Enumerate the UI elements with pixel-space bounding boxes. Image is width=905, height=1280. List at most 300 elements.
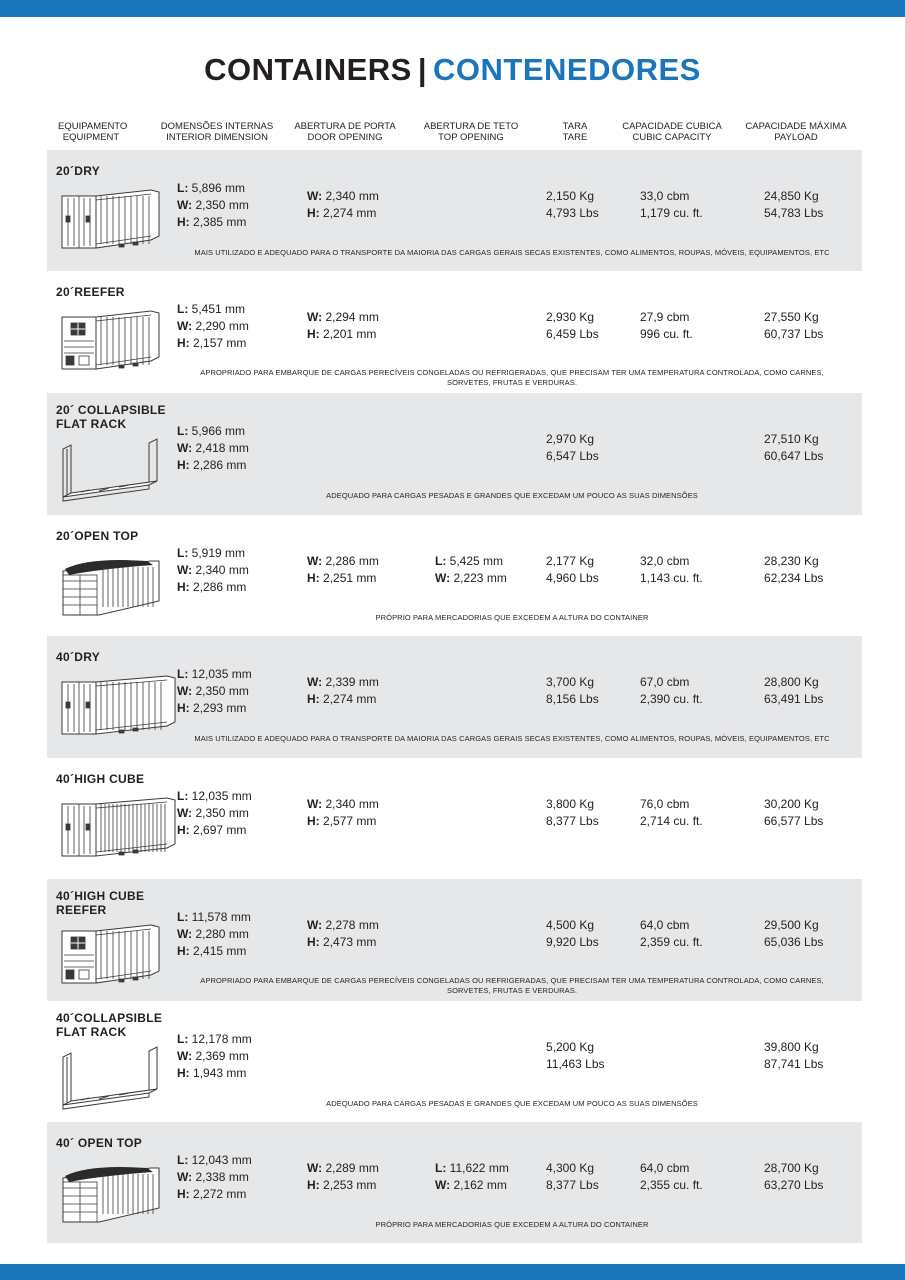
dimension-value: 5,896 mm bbox=[191, 181, 246, 195]
container-row bbox=[47, 515, 862, 636]
header-top-line1: ABERTURA DE TETO bbox=[423, 121, 519, 132]
dimension-value: 2,338 mm bbox=[195, 1170, 249, 1184]
container-row bbox=[47, 271, 862, 393]
container-name bbox=[56, 529, 138, 543]
title-main: CONTAINERS bbox=[204, 52, 412, 87]
payload-value: 60,737 Lbs bbox=[764, 327, 824, 341]
dimension-value: 12,043 mm bbox=[191, 1153, 252, 1167]
tare-values bbox=[546, 431, 599, 465]
payload-value: 60,647 Lbs bbox=[764, 449, 824, 463]
interior-dimensions bbox=[177, 1152, 252, 1203]
dimension-value: 2,251 mm bbox=[323, 571, 377, 585]
interior-l bbox=[177, 180, 249, 197]
dimension-value: 2,577 mm bbox=[323, 814, 377, 828]
interior-w bbox=[177, 683, 252, 700]
dimension-label: L: bbox=[177, 546, 189, 560]
dimension-label: H: bbox=[307, 1178, 320, 1192]
container-name bbox=[56, 403, 166, 431]
tare-value: 4,300 Kg bbox=[546, 1161, 595, 1175]
interior-l bbox=[177, 545, 249, 562]
interior-l bbox=[177, 788, 252, 805]
container-name-line: 40´DRY bbox=[56, 650, 101, 664]
payload-values bbox=[764, 674, 823, 708]
interior-w bbox=[177, 805, 252, 822]
container-name-line: 40´ OPEN TOP bbox=[56, 1136, 143, 1150]
header-payload-line1: CAPACIDADE MÁXIMA bbox=[745, 121, 847, 132]
open-top-container-icon bbox=[59, 551, 161, 617]
header-interior-line1: DOMENSÕES INTERNAS bbox=[160, 121, 274, 132]
payload-value: 27,510 Kg bbox=[764, 432, 819, 446]
container-name bbox=[56, 889, 144, 917]
interior-h bbox=[177, 700, 252, 717]
payload-value: 87,741 Lbs bbox=[764, 1057, 824, 1071]
payload-value: 28,800 Kg bbox=[764, 675, 819, 689]
dimension-label: H: bbox=[307, 692, 320, 706]
dimension-label: L: bbox=[177, 302, 189, 316]
header-payload-line2: PAYLOAD bbox=[774, 132, 818, 143]
dimension-label: H: bbox=[177, 215, 190, 229]
payload-value: 65,036 Lbs bbox=[764, 935, 824, 949]
dimension-label: W: bbox=[177, 441, 193, 455]
container-name bbox=[56, 285, 125, 299]
interior-h bbox=[177, 1065, 252, 1082]
flat-rack-container-icon bbox=[59, 1043, 161, 1109]
payload-values bbox=[764, 309, 823, 343]
tare-values bbox=[546, 309, 599, 343]
interior-dimensions bbox=[177, 423, 249, 474]
tare-value: 8,377 Lbs bbox=[546, 1178, 599, 1192]
interior-l bbox=[177, 909, 251, 926]
tare-value: 3,700 Kg bbox=[546, 675, 595, 689]
dimension-label: W: bbox=[307, 189, 323, 203]
door-opening bbox=[307, 553, 379, 587]
dimension-label: L: bbox=[177, 1153, 189, 1167]
tare-value: 6,459 Lbs bbox=[546, 327, 599, 341]
dimension-label: W: bbox=[307, 1161, 323, 1175]
header-door-line1: ABERTURA DE PORTA bbox=[294, 121, 396, 132]
dimension-value: 2,286 mm bbox=[325, 554, 379, 568]
cubic-value: 76,0 cbm bbox=[640, 797, 690, 811]
dimension-value: 2,201 mm bbox=[323, 327, 377, 341]
cubic-value: 33,0 cbm bbox=[640, 189, 690, 203]
interior-h bbox=[177, 1186, 252, 1203]
description-line: PRÓPRIO PARA MERCADORIAS QUE EXCEDEM A ALTURA DO CONTAINER bbox=[375, 613, 649, 622]
dimension-label: W: bbox=[177, 198, 193, 212]
container-description bbox=[167, 1099, 857, 1109]
tare-value: 2,970 Kg bbox=[546, 432, 595, 446]
title-secondary: CONTENEDORES bbox=[433, 52, 701, 87]
container-description bbox=[167, 368, 857, 388]
interior-h bbox=[177, 457, 249, 474]
payload-values bbox=[764, 553, 823, 587]
interior-dimensions bbox=[177, 909, 251, 960]
payload-value: 28,700 Kg bbox=[764, 1161, 819, 1175]
header-interior-dimension bbox=[158, 121, 276, 143]
dimension-value: 2,272 mm bbox=[193, 1187, 247, 1201]
door-opening bbox=[307, 917, 379, 951]
dimension-value: 2,280 mm bbox=[195, 927, 249, 941]
container-name-line: 20´DRY bbox=[56, 164, 101, 178]
dimension-value: 2,274 mm bbox=[323, 206, 377, 220]
top-l bbox=[435, 553, 507, 570]
header-cubic-line1: CAPACIDADE CUBICA bbox=[622, 121, 722, 132]
tare-value: 8,377 Lbs bbox=[546, 814, 599, 828]
dimension-value: 2,162 mm bbox=[453, 1178, 507, 1192]
dimension-value: 2,473 mm bbox=[323, 935, 377, 949]
payload-value: 29,500 Kg bbox=[764, 918, 819, 932]
page-title bbox=[0, 52, 905, 88]
dimension-label: H: bbox=[177, 1066, 190, 1080]
cubic-value: 64,0 cbm bbox=[640, 1161, 690, 1175]
door-opening bbox=[307, 796, 379, 830]
interior-h bbox=[177, 822, 252, 839]
description-line: PRÓPRIO PARA MERCADORIAS QUE EXCEDEM A ALTURA DO CONTAINER bbox=[375, 1220, 649, 1229]
dimension-value: 12,035 mm bbox=[191, 789, 252, 803]
cubic-value: 2,714 cu. ft. bbox=[640, 814, 703, 828]
dimension-value: 2,278 mm bbox=[325, 918, 379, 932]
dimension-label: H: bbox=[177, 580, 190, 594]
interior-l bbox=[177, 1031, 252, 1048]
dimension-value: 2,223 mm bbox=[453, 571, 507, 585]
dimension-label: L: bbox=[177, 789, 189, 803]
container-name-line: 40´HIGH CUBE bbox=[56, 772, 145, 786]
description-line: ADEQUADO PARA CARGAS PESADAS E GRANDES QUE EXCEDAM UM POUCO AS SUAS DIMENSÕES bbox=[326, 1099, 698, 1108]
tare-value: 9,920 Lbs bbox=[546, 935, 599, 949]
dimension-label: W: bbox=[177, 806, 193, 820]
dimension-label: H: bbox=[307, 327, 320, 341]
container-name bbox=[56, 164, 100, 178]
door-w bbox=[307, 1160, 379, 1177]
tare-value: 4,500 Kg bbox=[546, 918, 595, 932]
header-equipment bbox=[58, 121, 128, 143]
container-description bbox=[167, 734, 857, 744]
payload-values bbox=[764, 1160, 823, 1194]
interior-dimensions bbox=[177, 666, 252, 717]
interior-l bbox=[177, 666, 252, 683]
door-opening bbox=[307, 188, 379, 222]
payload-value: 54,783 Lbs bbox=[764, 206, 824, 220]
dimension-value: 5,451 mm bbox=[191, 302, 246, 316]
container-description bbox=[167, 1220, 857, 1230]
container-row bbox=[47, 879, 862, 1001]
bottom-accent-bar bbox=[0, 1264, 905, 1280]
door-h bbox=[307, 934, 379, 951]
door-w bbox=[307, 309, 379, 326]
tare-values bbox=[546, 188, 599, 222]
interior-l bbox=[177, 301, 249, 318]
payload-values bbox=[764, 796, 823, 830]
dimension-label: W: bbox=[307, 918, 323, 932]
tare-values bbox=[546, 796, 599, 830]
top-l bbox=[435, 1160, 509, 1177]
cubic-value: 1,179 cu. ft. bbox=[640, 206, 703, 220]
dimension-value: 2,415 mm bbox=[193, 944, 247, 958]
dimension-label: W: bbox=[307, 554, 323, 568]
header-tare bbox=[550, 121, 600, 143]
dimension-label: W: bbox=[307, 310, 323, 324]
description-line: MAIS UTILIZADO E ADEQUADO PARA O TRANSPORTE DA MAIORIA DAS CARGAS GERAIS SECAS EXISTENTES, COMO ALIMENTOS, ROUPAS, MÓVEIS, EQUIPAMENTOS, ETC bbox=[194, 248, 830, 257]
interior-dimensions bbox=[177, 1031, 252, 1082]
dimension-value: 2,157 mm bbox=[193, 336, 247, 350]
door-h bbox=[307, 205, 379, 222]
tare-value: 2,930 Kg bbox=[546, 310, 595, 324]
dimension-label: W: bbox=[177, 563, 193, 577]
door-h bbox=[307, 1177, 379, 1194]
container-name-line: REEFER bbox=[56, 903, 107, 917]
dimension-value: 2,385 mm bbox=[193, 215, 247, 229]
header-door-line2: DOOR OPENING bbox=[307, 132, 383, 143]
payload-value: 63,491 Lbs bbox=[764, 692, 824, 706]
dimension-value: 5,425 mm bbox=[449, 554, 504, 568]
door-h bbox=[307, 570, 379, 587]
dimension-label: W: bbox=[177, 1049, 193, 1063]
cubic-capacity-values bbox=[640, 309, 693, 343]
tare-value: 2,150 Kg bbox=[546, 189, 595, 203]
dimension-value: 12,178 mm bbox=[191, 1032, 252, 1046]
top-opening bbox=[435, 553, 507, 587]
interior-w bbox=[177, 1169, 252, 1186]
dimension-label: L: bbox=[435, 554, 447, 568]
container-name bbox=[56, 1136, 142, 1150]
payload-value: 30,200 Kg bbox=[764, 797, 819, 811]
dimension-value: 2,286 mm bbox=[193, 458, 247, 472]
dimension-value: 2,253 mm bbox=[323, 1178, 377, 1192]
header-equipment-line2: EQUIPMENT bbox=[62, 132, 120, 143]
cubic-value: 1,143 cu. ft. bbox=[640, 571, 703, 585]
dimension-value: 2,340 mm bbox=[325, 189, 379, 203]
door-opening bbox=[307, 1160, 379, 1194]
top-w bbox=[435, 570, 507, 587]
cubic-capacity-values bbox=[640, 674, 703, 708]
container-name bbox=[56, 1011, 162, 1039]
header-door-opening bbox=[290, 121, 400, 143]
top-opening bbox=[435, 1160, 509, 1194]
dimension-value: 2,290 mm bbox=[195, 319, 249, 333]
tare-value: 8,156 Lbs bbox=[546, 692, 599, 706]
container-description bbox=[167, 491, 857, 501]
container-row bbox=[47, 393, 862, 515]
dimension-value: 11,578 mm bbox=[191, 910, 251, 924]
dimension-value: 2,274 mm bbox=[323, 692, 377, 706]
cubic-capacity-values bbox=[640, 796, 703, 830]
dimension-label: H: bbox=[177, 701, 190, 715]
dimension-value: 2,418 mm bbox=[195, 441, 249, 455]
tare-value: 3,800 Kg bbox=[546, 797, 595, 811]
dimension-label: W: bbox=[307, 675, 323, 689]
cubic-value: 27,9 cbm bbox=[640, 310, 690, 324]
container-name-line: FLAT RACK bbox=[56, 1025, 127, 1039]
reefer-container-icon bbox=[59, 921, 161, 987]
payload-value: 66,577 Lbs bbox=[764, 814, 824, 828]
container-description bbox=[167, 248, 857, 258]
dimension-label: W: bbox=[435, 1178, 451, 1192]
interior-h bbox=[177, 943, 251, 960]
dimension-label: L: bbox=[435, 1161, 447, 1175]
cubic-value: 2,355 cu. ft. bbox=[640, 1178, 703, 1192]
interior-w bbox=[177, 562, 249, 579]
door-h bbox=[307, 326, 379, 343]
container-row bbox=[47, 150, 862, 271]
dimension-label: H: bbox=[177, 458, 190, 472]
description-line: SORVETES, FRUTAS E VERDURAS. bbox=[446, 378, 578, 387]
interior-dimensions bbox=[177, 301, 249, 352]
door-w bbox=[307, 188, 379, 205]
payload-value: 24,850 Kg bbox=[764, 189, 819, 203]
interior-w bbox=[177, 197, 249, 214]
header-top-opening bbox=[418, 121, 524, 143]
container-name-line: 40´HIGH CUBE bbox=[56, 889, 145, 903]
dry-container-icon bbox=[59, 672, 161, 738]
dimension-label: L: bbox=[177, 424, 189, 438]
dimension-label: W: bbox=[177, 927, 193, 941]
interior-w bbox=[177, 1048, 252, 1065]
dimension-value: 2,350 mm bbox=[195, 198, 249, 212]
dimension-label: W: bbox=[177, 1170, 193, 1184]
door-h bbox=[307, 691, 379, 708]
interior-dimensions bbox=[177, 788, 252, 839]
cubic-capacity-values bbox=[640, 1160, 703, 1194]
reefer-container-icon bbox=[59, 307, 161, 373]
dimension-label: W: bbox=[307, 797, 323, 811]
tare-value: 6,547 Lbs bbox=[546, 449, 599, 463]
interior-dimensions bbox=[177, 180, 249, 231]
description-line: APROPRIADO PARA EMBARQUE DE CARGAS PERECÍVEIS CONGELADAS OU REFRIGERADAS, QUE PRECISAM TER UMA TEMPERATURA CONTROLADA, COMO CARNES, bbox=[200, 976, 824, 985]
tare-value: 11,463 Lbs bbox=[546, 1057, 605, 1071]
door-w bbox=[307, 553, 379, 570]
tare-values bbox=[546, 553, 599, 587]
payload-values bbox=[764, 188, 823, 222]
dimension-value: 2,340 mm bbox=[325, 797, 379, 811]
payload-value: 27,550 Kg bbox=[764, 310, 819, 324]
container-row bbox=[47, 636, 862, 758]
payload-value: 63,270 Lbs bbox=[764, 1178, 824, 1192]
interior-h bbox=[177, 335, 249, 352]
interior-w bbox=[177, 318, 249, 335]
dimension-label: H: bbox=[177, 336, 190, 350]
dimension-label: W: bbox=[435, 571, 451, 585]
container-row bbox=[47, 1122, 862, 1243]
container-description bbox=[167, 613, 857, 623]
cubic-value: 996 cu. ft. bbox=[640, 327, 693, 341]
container-name-line: 20´ COLLAPSIBLE bbox=[56, 403, 166, 417]
door-w bbox=[307, 796, 379, 813]
dimension-value: 2,350 mm bbox=[195, 684, 249, 698]
dimension-value: 2,294 mm bbox=[325, 310, 379, 324]
container-name-line: FLAT RACK bbox=[56, 417, 127, 431]
top-w bbox=[435, 1177, 509, 1194]
description-line: MAIS UTILIZADO E ADEQUADO PARA O TRANSPORTE DA MAIORIA DAS CARGAS GERAIS SECAS EXISTENTES, COMO ALIMENTOS, ROUPAS, MÓVEIS, EQUIPAMENTOS, ETC bbox=[194, 734, 830, 743]
description-line: APROPRIADO PARA EMBARQUE DE CARGAS PERECÍVEIS CONGELADAS OU REFRIGERADAS, QUE PRECISAM TER UMA TEMPERATURA CONTROLADA, COMO CARNES, bbox=[200, 368, 824, 377]
container-row bbox=[47, 758, 862, 879]
dimension-value: 2,293 mm bbox=[193, 701, 247, 715]
payload-value: 39,800 Kg bbox=[764, 1040, 819, 1054]
dimension-value: 2,369 mm bbox=[195, 1049, 249, 1063]
header-top-line2: TOP OPENING bbox=[438, 132, 504, 143]
payload-value: 62,234 Lbs bbox=[764, 571, 824, 585]
tare-values bbox=[546, 917, 599, 951]
payload-values bbox=[764, 431, 823, 465]
cubic-capacity-values bbox=[640, 553, 703, 587]
door-w bbox=[307, 674, 379, 691]
dimension-label: H: bbox=[307, 814, 320, 828]
dimension-label: H: bbox=[177, 944, 190, 958]
dimension-label: H: bbox=[307, 935, 320, 949]
dimension-label: H: bbox=[177, 1187, 190, 1201]
header-tare-line1: TARA bbox=[562, 121, 588, 132]
dimension-label: L: bbox=[177, 910, 189, 924]
interior-l bbox=[177, 1152, 252, 1169]
interior-w bbox=[177, 926, 251, 943]
payload-values bbox=[764, 1039, 823, 1073]
dimension-label: H: bbox=[307, 206, 320, 220]
description-line: ADEQUADO PARA CARGAS PESADAS E GRANDES QUE EXCEDAM UM POUCO AS SUAS DIMENSÕES bbox=[326, 491, 698, 500]
tare-value: 4,793 Lbs bbox=[546, 206, 599, 220]
header-cubic-capacity bbox=[616, 121, 728, 143]
dimension-value: 5,919 mm bbox=[191, 546, 246, 560]
flat-rack-container-icon bbox=[59, 435, 161, 501]
tare-values bbox=[546, 1160, 599, 1194]
dimension-label: W: bbox=[177, 319, 193, 333]
title-separator: | bbox=[417, 52, 428, 87]
container-description bbox=[167, 976, 857, 996]
tare-value: 4,960 Lbs bbox=[546, 571, 599, 585]
interior-h bbox=[177, 214, 249, 231]
dimension-value: 11,622 mm bbox=[449, 1161, 509, 1175]
door-h bbox=[307, 813, 379, 830]
dimension-value: 2,289 mm bbox=[325, 1161, 379, 1175]
payload-values bbox=[764, 917, 823, 951]
door-w bbox=[307, 917, 379, 934]
cubic-value: 2,390 cu. ft. bbox=[640, 692, 703, 706]
tare-values bbox=[546, 674, 599, 708]
dimension-label: H: bbox=[177, 823, 190, 837]
interior-l bbox=[177, 423, 249, 440]
dimension-value: 2,340 mm bbox=[195, 563, 249, 577]
dry-container-icon bbox=[59, 186, 161, 252]
payload-value: 28,230 Kg bbox=[764, 554, 819, 568]
dimension-value: 12,035 mm bbox=[191, 667, 252, 681]
cubic-value: 64,0 cbm bbox=[640, 918, 690, 932]
dimension-value: 2,286 mm bbox=[193, 580, 247, 594]
cubic-value: 67,0 cbm bbox=[640, 675, 690, 689]
header-interior-line2: INTERIOR DIMENSION bbox=[166, 132, 268, 143]
dimension-value: 5,966 mm bbox=[191, 424, 246, 438]
dimension-label: H: bbox=[307, 571, 320, 585]
dimension-label: L: bbox=[177, 181, 189, 195]
dimension-label: L: bbox=[177, 667, 189, 681]
top-accent-bar bbox=[0, 0, 905, 17]
dimension-value: 2,697 mm bbox=[193, 823, 247, 837]
dimension-label: W: bbox=[177, 684, 193, 698]
header-payload bbox=[740, 121, 852, 143]
header-equipment-line1: EQUIPAMENTO bbox=[58, 121, 128, 132]
container-name-line: 20´OPEN TOP bbox=[56, 529, 139, 543]
cubic-value: 2,359 cu. ft. bbox=[640, 935, 703, 949]
tare-value: 2,177 Kg bbox=[546, 554, 595, 568]
description-line: SORVETES, FRUTAS E VERDURAS. bbox=[446, 986, 578, 995]
dimension-value: 2,350 mm bbox=[195, 806, 249, 820]
dimension-value: 2,339 mm bbox=[325, 675, 379, 689]
tare-value: 5,200 Kg bbox=[546, 1040, 595, 1054]
cubic-value: 32,0 cbm bbox=[640, 554, 690, 568]
header-tare-line2: TARE bbox=[562, 132, 588, 143]
tare-values bbox=[546, 1039, 605, 1073]
door-opening bbox=[307, 309, 379, 343]
container-row bbox=[47, 1001, 862, 1122]
door-opening bbox=[307, 674, 379, 708]
container-name bbox=[56, 772, 144, 786]
high-cube-container-icon bbox=[59, 794, 161, 860]
